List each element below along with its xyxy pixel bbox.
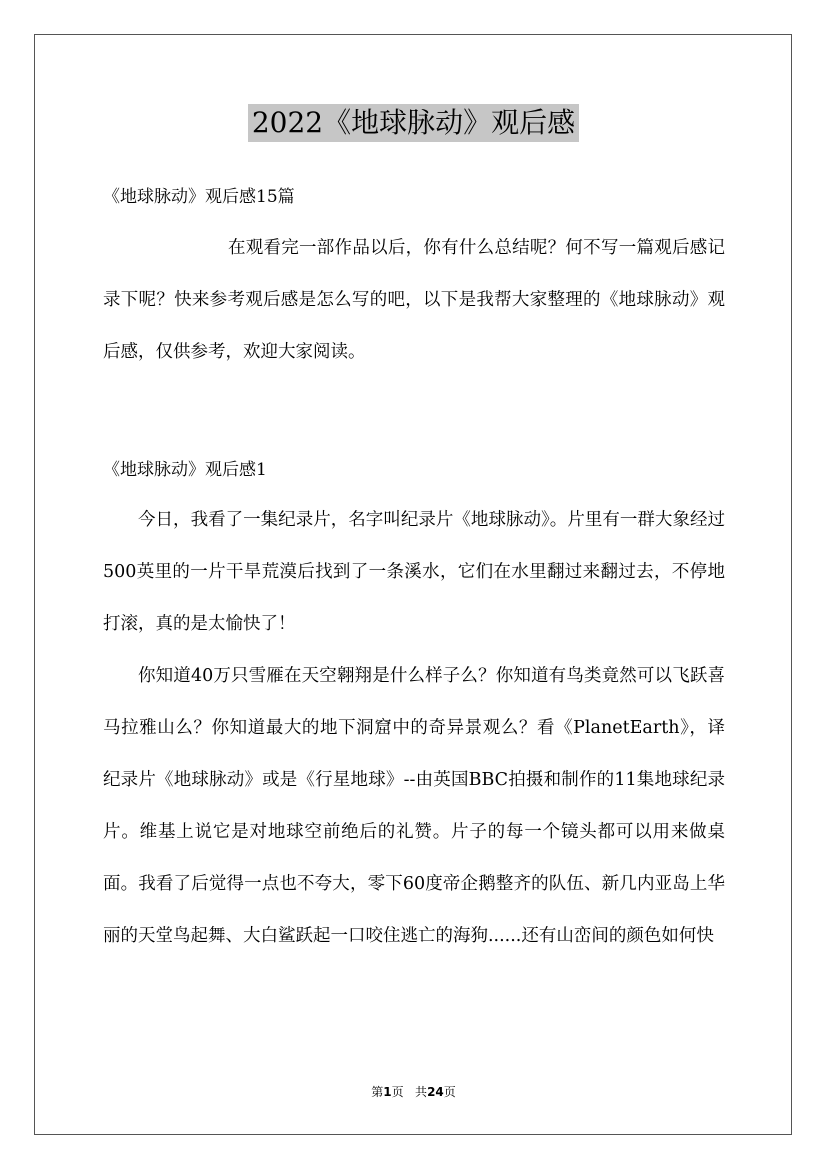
document-subtitle: 《地球脉动》观后感15篇 bbox=[103, 187, 295, 207]
page-number: 1 bbox=[383, 1085, 392, 1099]
body-paragraph-2: 你知道40万只雪雁在天空翱翔是什么样子么？你知道有鸟类竟然可以飞跃喜马拉雅山么？你知道最大的地下洞窟中的奇异景观么？看《PlanetEarth》，译纪录片《地球脉动》或是《行星地球》--由英国BBC拍摄和制作的11集地球纪录片。维基上说它是对地球空前绝后的礼赞。片子的每一个镜头都可以用来做桌面。我看了后觉得一点也不夸大，零下60度帝企鹅整齐的队伍、新几内亚岛上华丽的天堂鸟起舞、大白鲨跃起一口咬住逃亡的海狗......还有山峦间的颜色如何快 bbox=[103, 666, 725, 946]
total-suffix: 页 bbox=[443, 1085, 456, 1099]
total-prefix: 共 bbox=[415, 1085, 428, 1099]
section-heading: 《地球脉动》观后感1 bbox=[103, 460, 267, 480]
document-title: 2022《地球脉动》观后感 bbox=[248, 104, 579, 142]
body-paragraph-1: 今日，我看了一集纪录片，名字叫纪录片《地球脉动》。片里有一群大象经过500英里的一片干旱荒漠后找到了一条溪水，它们在水里翻过来翻过去，不停地打滚，真的是太愉快了！ bbox=[103, 510, 725, 634]
intro-paragraph: 在观看完一部作品以后，你有什么总结呢？何不写一篇观后感记录下呢？快来参考观后感是怎么写的吧，以下是我帮大家整理的《地球脉动》观后感，仅供参考，欢迎大家阅读。 bbox=[103, 238, 725, 362]
title-wrap bbox=[0, 104, 827, 142]
page-prefix: 第 bbox=[371, 1085, 384, 1099]
page-suffix: 页 bbox=[391, 1085, 404, 1099]
total-pages: 24 bbox=[427, 1085, 444, 1099]
page-footer bbox=[0, 1083, 827, 1100]
